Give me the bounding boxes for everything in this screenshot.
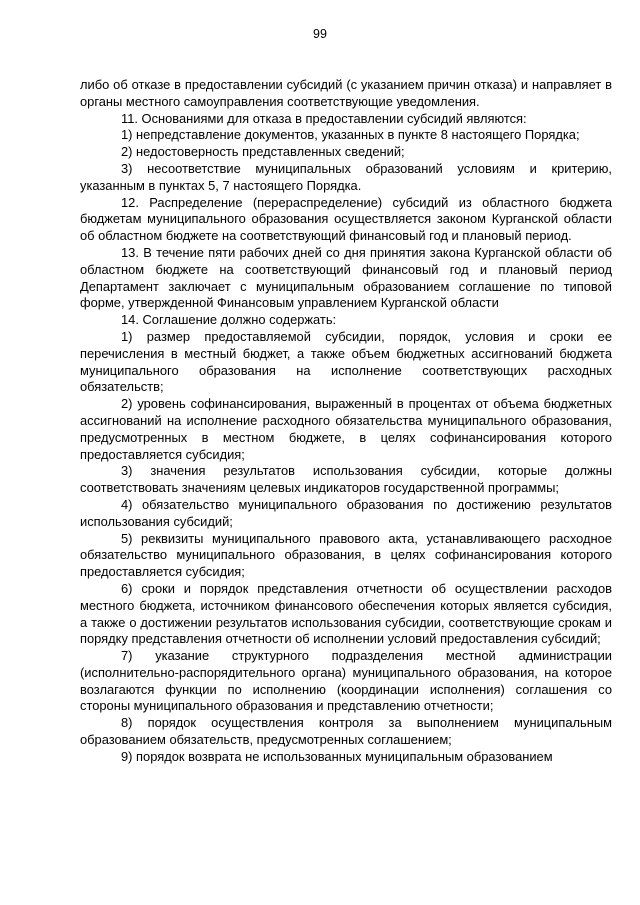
paragraph: 3) несоответствие муниципальных образований условиям и критерию, указанным в пунктах 5, 7 настоящего Порядка. <box>80 160 612 193</box>
paragraph: 14. Соглашение должно содержать: <box>121 312 337 328</box>
paragraph: 1) размер предоставляемой субсидии, порядок, условия и сроки ее перечисления в местный бюджет, а также объем бюджетных ассигнований бюджета муниципального образования на исполнение соответствующих расходных обязательств; <box>80 328 612 395</box>
paragraph: 9) порядок возврата не использованных муниципальным образованием <box>121 748 553 764</box>
paragraph: 11. Основаниями для отказа в предоставлении субсидий являются: <box>121 110 527 126</box>
paragraph: 3) значения результатов использования субсидии, которые должны соответствовать значениям целевых индикаторов государственной программы; <box>80 463 612 496</box>
paragraph: 8) порядок осуществления контроля за выполнением муниципальным образованием обязательств, предусмотренных соглашением; <box>80 715 612 748</box>
paragraph: 7) указание структурного подразделения местной администрации (исполнительно-распорядительного органа) муниципального образования, на которое возлагаются функции по исполнению (координации исполнения) соглашения со стороны муниципального образования и представлению отчетности; <box>80 648 612 714</box>
page-number: 99 <box>313 27 327 41</box>
paragraph: 1) непредставление документов, указанных в пункте 8 настоящего Порядка; <box>121 127 580 143</box>
paragraph: 13. В течение пяти рабочих дней со дня принятия закона Курганской области об областном бюджете на соответствующий финансовый год и плановый период Департамент заключает с муниципальным образованием соглашение по типовой форме, утвержденной Финансовым управлением Курганской области <box>80 244 612 311</box>
paragraph: 5) реквизиты муниципального правового акта, устанавливающего расходное обязательство муниципального образования, в целях софинансирования которого предоставляется субсидия; <box>80 530 612 580</box>
paragraph: либо об отказе в предоставлении субсидий (с указанием причин отказа) и направляет в органы местного самоуправления соответствующие уведомления. <box>80 77 612 109</box>
paragraph: 4) обязательство муниципального образования по достижению результатов использования субсидий; <box>80 496 612 529</box>
paragraph: 2) недостоверность представленных сведений; <box>121 144 405 160</box>
paragraph: 6) сроки и порядок представления отчетности об осуществлении расходов местного бюджета, источником финансового обеспечения которых является субсидия, а также о достижении результатов использования субсидии, соответствующие срокам и порядку представления отчетности об исполнении условий предоставления субсидий; <box>80 580 612 647</box>
paragraph: 2) уровень софинансирования, выраженный в процентах от объема бюджетных ассигнований на исполнение расходного обязательства муниципального образования, предусмотренных в местном бюджете, в целях софинансирования которого предоставляется субсидия; <box>80 396 612 462</box>
document-body <box>80 77 612 766</box>
paragraph: 12. Распределение (перераспределение) субсидий из областного бюджета бюджетам муниципального образования осуществляется законом Курганской области об областном бюджете на соответствующий финансовый год и плановый период. <box>80 194 612 244</box>
